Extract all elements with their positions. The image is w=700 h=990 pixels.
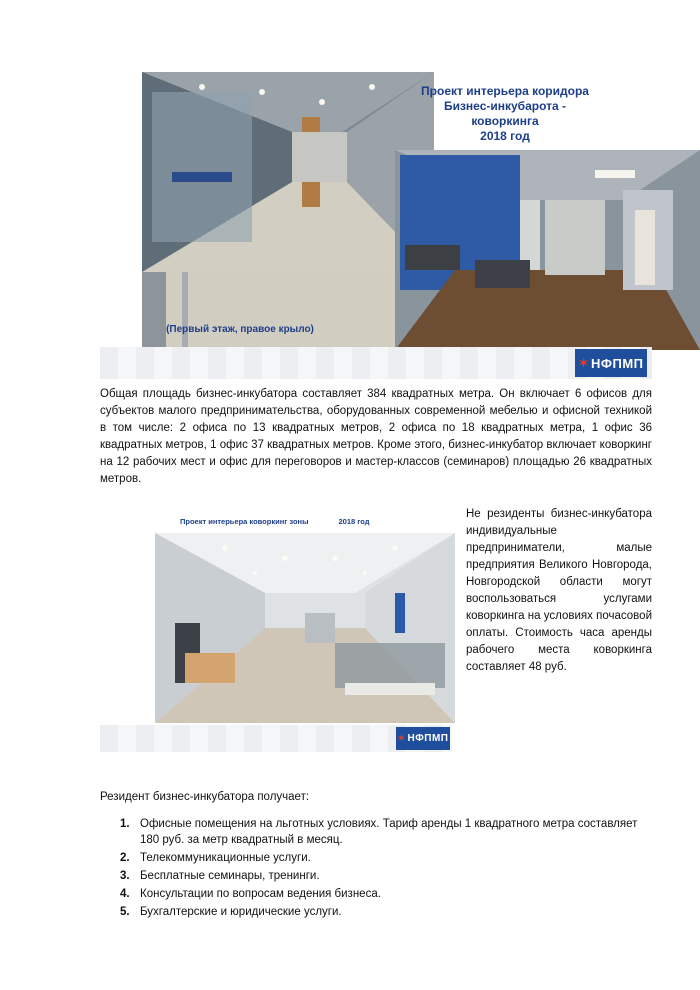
list-item (112, 816, 652, 848)
title-line: Бизнес-инкубарота - (443, 99, 567, 113)
corridor-photo-floor (142, 272, 396, 350)
title-year: 2018 год (338, 517, 370, 526)
item-text: Офисные помещения на льготных условиях. Тариф аренды 1 квадратного метра составляет 180 руб. за метр квадратный в месяц. (140, 818, 638, 846)
corridor-right-illustration (395, 150, 700, 350)
item-number: 1. (120, 818, 130, 830)
item-text: Консультации по вопросам ведения бизнеса. (140, 888, 381, 900)
item-number: 5. (120, 906, 130, 918)
benefits-title: Резидент бизнес-инкубатора получает: (100, 791, 310, 803)
corridor-project-title (410, 84, 600, 144)
coworking-photo (155, 533, 455, 723)
coworking-description: Не резиденты бизнес-инкубатора индивидуальные предприниматели, малые предприятия Великого Новгорода, Новгородской области могут воспользоваться услугами коворкинга на условиях почасовой оплаты. Стоимость часа аренды рабочего места коворкинга составляет 48 руб. (466, 508, 652, 673)
area-description: Общая площадь бизнес-инкубатора составляет 384 квадратных метра. Он включает 6 офисов для субъектов малого предпринимательства, оборудованных современной мебелью и офисной техникой в том числе: 2 офиса по 13 квадратных метров, 2 офиса по 18 квадратных метра, 1 офис 36 квадратных метров, 1 офис 37 квадратных метров. Кроме этого, бизнес-инкубатор включает коворкинг на 12 рабочих мест и офис для переговоров и мастер-классов (семинаров) площадью 26 квадратных метров. (100, 388, 652, 485)
item-number: 3. (120, 870, 130, 882)
nfpmp-logo (575, 349, 647, 377)
star-icon: ✶ (397, 733, 406, 743)
corridor-caption: (Первый этаж, правое крыло) (166, 324, 314, 335)
coworking-project-collage (100, 505, 452, 752)
item-number: 2. (120, 852, 130, 864)
logo-text: НФПМП (407, 733, 449, 744)
corridor-project-collage (100, 72, 652, 375)
corridor-left-illustration (142, 72, 434, 272)
corridor-photo-right (395, 150, 700, 350)
list-item (112, 886, 652, 902)
item-text: Бухгалтерские и юридические услуги. (140, 906, 342, 918)
item-text: Телекоммуникационные услуги. (140, 852, 311, 864)
corridor-photo-left (142, 72, 434, 272)
coworking-illustration (155, 533, 455, 723)
item-number: 4. (120, 888, 130, 900)
corridor-floor-illustration (142, 272, 396, 350)
title-text: Проект интерьера коворкинг зоны (180, 517, 309, 526)
item-text: Бесплатные семинары, тренинги. (140, 870, 320, 882)
nfpmp-logo (396, 727, 450, 750)
title-line: 2018 год (480, 129, 530, 143)
logo-text: НФПМП (591, 355, 644, 371)
coworking-project-title (180, 517, 400, 526)
benefits-list (112, 816, 652, 922)
list-item (112, 850, 652, 866)
title-line: коворкинга (471, 114, 539, 128)
list-item (112, 904, 652, 920)
doodle-banner (100, 347, 652, 379)
star-icon: ✶ (578, 356, 590, 370)
list-item (112, 868, 652, 884)
title-line: Проект интерьера коридора (421, 84, 589, 98)
